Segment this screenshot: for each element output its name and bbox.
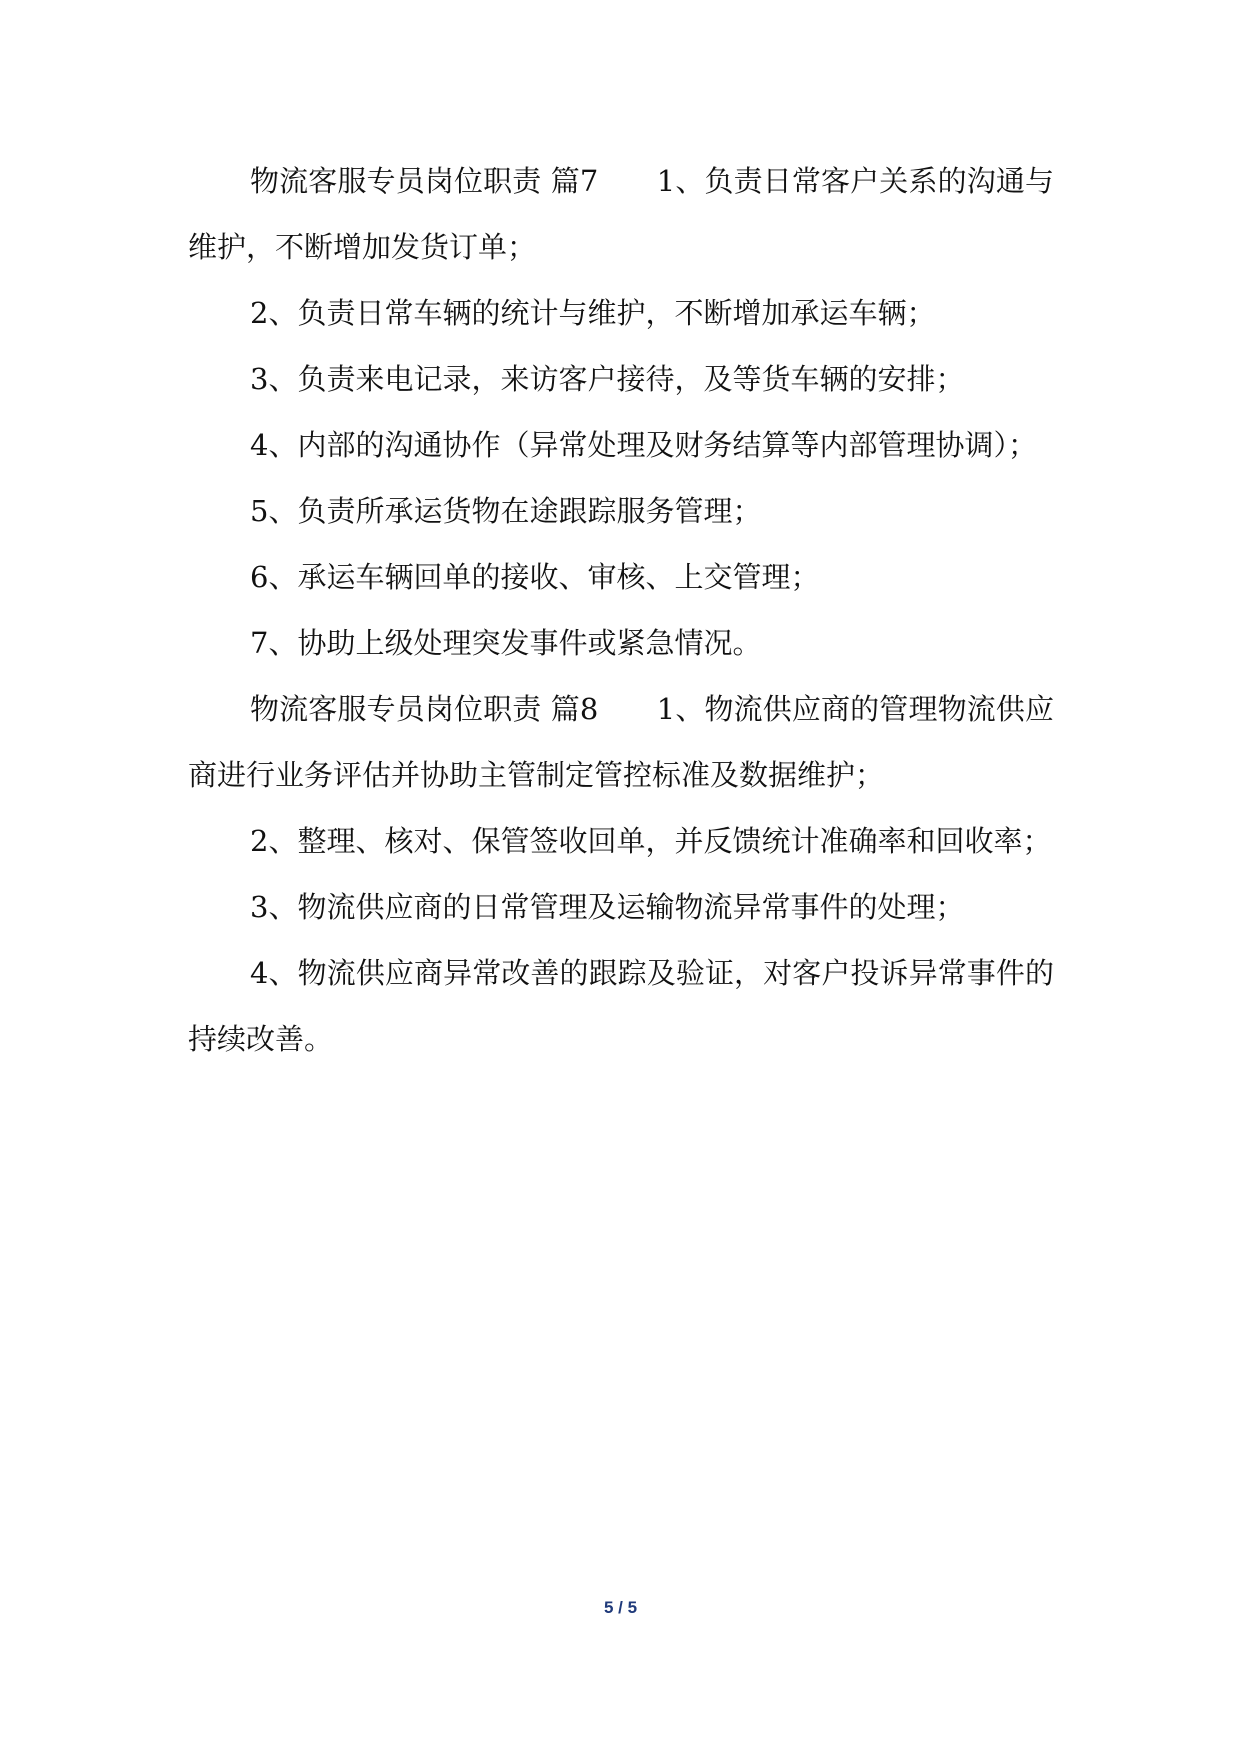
paragraph-section-8-item-4: 4、物流供应商异常改善的跟踪及验证，对客户投诉异常事件的持续改善。 <box>188 956 1054 1056</box>
paragraph-item-3: 3、负责来电记录，来访客户接待，及等货车辆的安排； <box>250 362 965 396</box>
paragraph-item-4: 4、内部的沟通协作（异常处理及财务结算等内部管理协调）； <box>250 428 1037 462</box>
paragraph-section-8-item-1: 物流客服专员岗位职责 篇8 1、物流供应商的管理物流供应商进行业务评估并协助主管制定管控标准及数据维护； <box>188 692 1054 792</box>
paragraph-section-7-item-1: 物流客服专员岗位职责 篇7 1、负责日常客户关系的沟通与维护，不断增加发货订单； <box>188 164 1054 264</box>
page-number: 5 / 5 <box>603 1598 638 1617</box>
paragraph-section-8-item-3: 3、物流供应商的日常管理及运输物流异常事件的处理； <box>250 890 965 924</box>
document-body <box>188 148 1054 1072</box>
paragraph-item-6: 6、承运车辆回单的接收、审核、上交管理； <box>250 560 820 594</box>
paragraph-item-5: 5、负责所承运货物在途跟踪服务管理； <box>250 494 762 528</box>
paragraph-item-7: 7、协助上级处理突发事件或紧急情况。 <box>250 626 762 660</box>
paragraph-item-2: 2、负责日常车辆的统计与维护，不断增加承运车辆； <box>250 296 936 330</box>
paragraph-section-8-item-2: 2、整理、核对、保管签收回单，并反馈统计准确率和回收率； <box>250 824 1052 858</box>
